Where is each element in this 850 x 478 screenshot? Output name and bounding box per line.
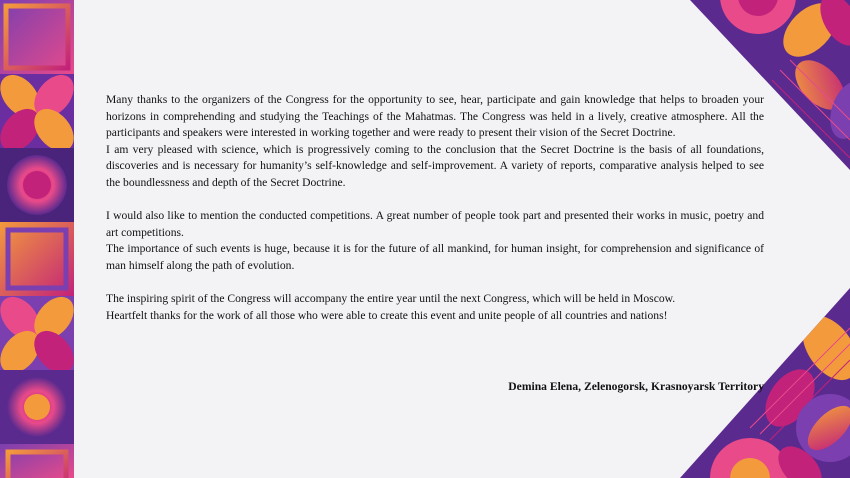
letter-paragraph: I would also like to mention the conducted competitions. A great number of people took part and presented their works in music, poetry and art competitions. <box>106 209 764 239</box>
letter-paragraph: Heartfelt thanks for the work of all those who were able to create this event and unite people of all countries and nations! <box>106 308 668 322</box>
signature: Demina Elena, Zelenogorsk, Krasnoyarsk Territory <box>508 380 764 393</box>
letter-body <box>106 92 764 324</box>
letter-paragraph: I am very pleased with science, which is progressively coming to the conclusion that the Secret Doctrine is the basis of all foundations, discoveries and is necessary for humanity’s self-knowledge and self-improvement. A variety of reports, comparative analysis helped to see the boundlessness and depth of the Secret Doctrine. <box>106 142 764 189</box>
paragraph-spacer <box>106 192 764 209</box>
paragraph-spacer <box>106 275 764 292</box>
letter-paragraph: The importance of such events is huge, because it is for the future of all mankind, for human insight, for comprehension and significance of man himself along the path of evolution. <box>106 242 764 272</box>
letter-paragraph: Many thanks to the organizers of the Congress for the opportunity to see, hear, participate and gain knowledge that helps to broaden your horizons in comprehending and studying the Teachings of the Mahatmas. The Congress was held in a lively, creative atmosphere. All the participants and speakers were interested in working together and were ready to present their vision of the Secret Doctrine. <box>106 93 764 140</box>
left-decorative-strip <box>0 0 74 478</box>
geometric-pattern <box>0 0 74 478</box>
letter-paragraph: The inspiring spirit of the Congress will accompany the entire year until the next Congress, which will be held in Moscow. <box>106 292 676 306</box>
